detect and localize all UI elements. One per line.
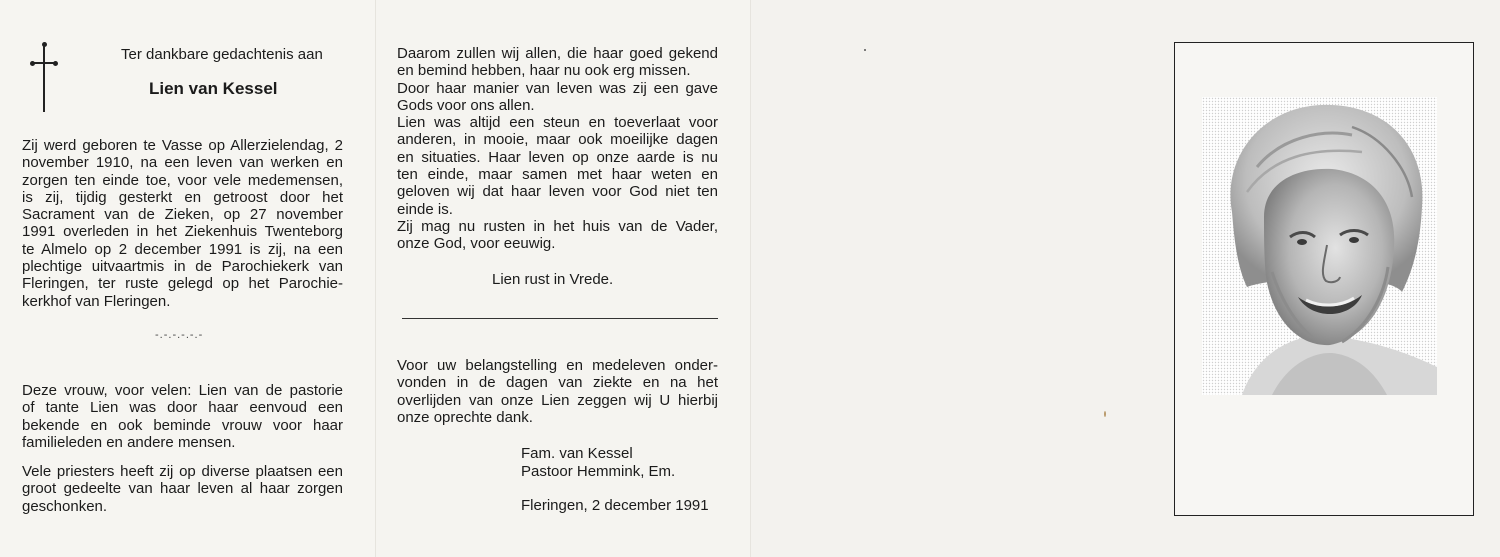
text-line: zorgen ten einde toe, voor vele medemensen, [22, 171, 343, 189]
text-line: Zij werd geboren te Vasse op Allerzielendag, 2 [22, 137, 343, 154]
text-line: einde is. [397, 200, 453, 218]
thanks-paragraph [397, 357, 718, 426]
pastor-signature: Pastoor Hemmink, Em. [521, 463, 676, 480]
text-line: november 1910, na een leven van werken en [22, 154, 343, 172]
intro-text: Ter dankbare gedachtenis aan [121, 46, 323, 63]
deceased-name: Lien van Kessel [149, 79, 278, 98]
text-line: Sacrament van de Zieken, op 27 november [22, 206, 343, 224]
text-line: bekende en ook beminde vrouw voor haar [22, 416, 343, 434]
text-line: te Almelo op 2 december 1991 is zij, na een [22, 240, 343, 258]
portrait-frame [1174, 42, 1474, 516]
separator: -.-.-.-.-.- [155, 329, 204, 341]
text-line: Vele priesters heeft zij op diverse plaatsen een [22, 463, 343, 480]
rest-in-peace-line: Lien rust in Vrede. [492, 271, 614, 288]
text-line: Daarom zullen wij allen, die haar goed gekend [397, 45, 718, 62]
text-line: kerkhof van Fleringen. [22, 292, 171, 310]
biography-paragraph [22, 137, 343, 310]
paper-speck [1104, 411, 1106, 417]
text-line: Zij mag nu rusten in het huis van de Vader, [397, 217, 718, 235]
text-line: Gods voor ons allen. [397, 96, 535, 114]
text-line: anderen, in mooie, maar ook moeilijke dagen [397, 131, 718, 149]
text-line: is zij, tijdig gesterkt en getroost door het [22, 188, 343, 206]
cross-icon [30, 44, 58, 112]
text-line: onze God, voor eeuwig. [397, 235, 556, 253]
text-line: en situaties. Haar leven op onze aarde is nu [397, 148, 718, 166]
text-line: familieleden en andere mensen. [22, 433, 236, 451]
text-line: Voor uw belangstelling en medeleven onder- [397, 357, 718, 374]
family-signature: Fam. van Kessel [521, 445, 633, 462]
fold-line [750, 0, 751, 557]
paper-speck [864, 49, 866, 51]
text-line: 1991 overleden in het Ziekenhuis Twenteborg [22, 223, 343, 241]
text-line: plechtige uitvaartmis in de Parochiekerk van [22, 258, 343, 276]
text-line: onze oprechte dank. [397, 408, 533, 426]
text-line: Fleringen, ter ruste gelegd op het Parochie- [22, 275, 343, 293]
text-line: ten einde, maar samen met haar weten en [397, 166, 718, 184]
priests-paragraph [22, 463, 343, 515]
remembrance-paragraph [397, 45, 718, 253]
place-date: Fleringen, 2 december 1991 [521, 497, 709, 514]
text-line: Deze vrouw, voor velen: Lien van de pastorie [22, 382, 343, 399]
text-line: geschonken. [22, 497, 108, 515]
fold-line [375, 0, 376, 557]
description-paragraph [22, 382, 343, 451]
text-line: Door haar manier van leven was zij een gave [397, 79, 718, 97]
text-line: groot gedeelte van haar leven al haar zorgen [22, 480, 343, 498]
text-line: geloven wij dat haar leven voor God niet ten [397, 183, 718, 201]
text-line: Lien was altijd een steun en toeverlaat voor [397, 114, 718, 132]
text-line: en bemind hebben, haar nu ook erg missen. [397, 62, 691, 80]
portrait-photo [1202, 97, 1437, 395]
text-line: vonden in de dagen van ziekte en na het [397, 374, 718, 392]
divider-line [402, 318, 718, 319]
text-line: of tante Lien was door haar eenvoud een [22, 399, 343, 417]
text-line: overlijden van onze Lien zeggen wij U hierbij [397, 391, 718, 409]
